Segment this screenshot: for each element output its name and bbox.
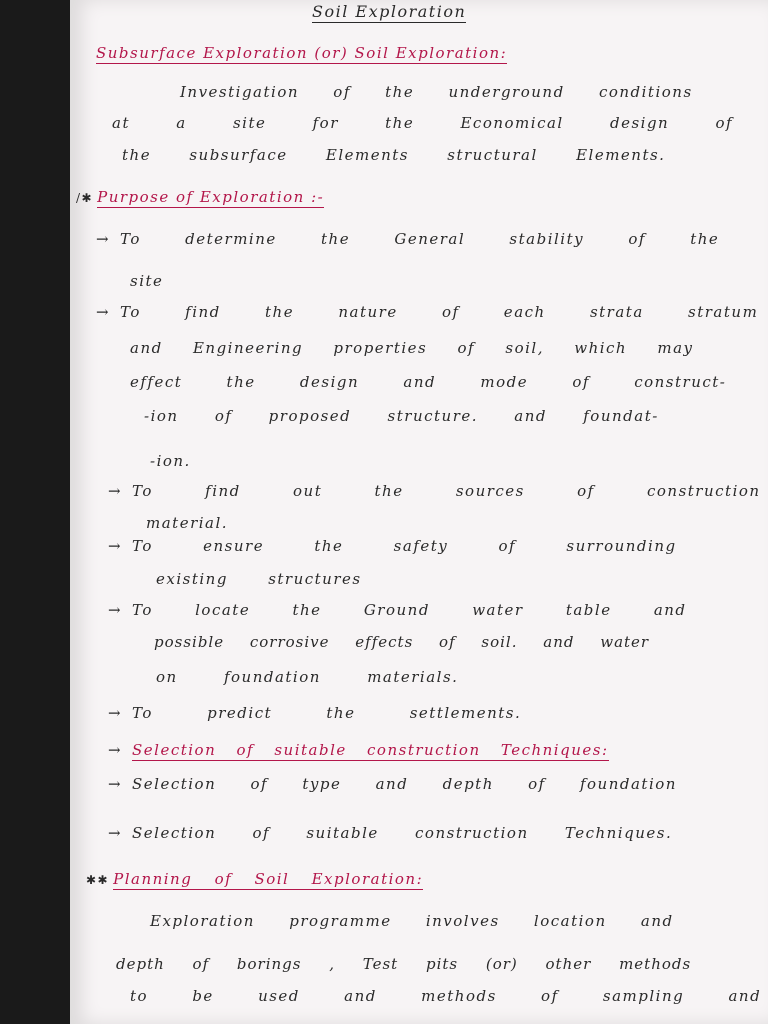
selection-heading: → Selection of suitable construction Techniques: [108, 741, 609, 759]
purpose-item-4: → To ensure the safety of surrounding [108, 537, 677, 555]
asterisk-icon: /✱ [76, 191, 94, 205]
definition-line-2: at a site for the Economical design of [112, 114, 734, 132]
arrow-icon: → [108, 601, 123, 619]
arrow-icon: → [108, 824, 123, 842]
purpose-heading: /✱ Purpose of Exploration :- [76, 188, 325, 206]
arrow-icon: → [108, 741, 123, 759]
purpose-item-2-cont-4: -ion. [150, 452, 191, 470]
definition-line-3: the subsurface Elements structural Elements. [122, 146, 666, 164]
arrow-icon: → [108, 704, 123, 722]
purpose-item-2-cont-2: effect the design and mode of construct- [130, 373, 727, 391]
purpose-item-5-cont-1: possible corrosive effects of soil. and water [154, 633, 650, 651]
arrow-icon: → [96, 230, 111, 248]
purpose-item-5: → To locate the Ground water table and [108, 601, 687, 619]
purpose-item-4-cont: existing structures [156, 570, 362, 588]
planning-line-1: Exploration programme involves location and [150, 912, 674, 930]
purpose-item-2-cont-3: -ion of proposed structure. and foundat- [144, 407, 659, 425]
purpose-item-1-cont: site [130, 272, 164, 290]
purpose-item-1: → To determine the General stability of the [96, 230, 720, 248]
purpose-item-3: → To find out the sources of construction [108, 482, 761, 500]
planning-line-2: depth of borings , Test pits (or) other methods [116, 955, 692, 973]
arrow-icon: → [108, 482, 123, 500]
planning-line-3: to be used and methods of sampling and [130, 987, 762, 1005]
arrow-icon: → [108, 775, 123, 793]
selection-item-1: → Selection of type and depth of foundation [108, 775, 677, 793]
selection-item-2: → Selection of suitable construction Techniques. [108, 824, 673, 842]
arrow-icon: → [96, 303, 111, 321]
definition-line-1: Investigation of the underground conditions [180, 83, 693, 101]
page-title: Soil Exploration [312, 2, 467, 21]
purpose-item-3-cont: material. [146, 514, 229, 532]
asterisk-icon: ✱✱ [86, 873, 110, 887]
arrow-icon: → [108, 537, 123, 555]
purpose-item-5-cont-2: on foundation materials. [156, 668, 459, 686]
purpose-item-6: → To predict the settlements. [108, 704, 522, 722]
subsurface-heading: Subsurface Exploration (or) Soil Exploration: [96, 44, 508, 62]
purpose-item-2: → To find the nature of each strata stratum [96, 303, 759, 321]
planning-heading: ✱✱ Planning of Soil Exploration: [86, 870, 424, 888]
purpose-item-2-cont-1: and Engineering properties of soil, which may [130, 339, 694, 357]
notebook-page [70, 0, 768, 1024]
